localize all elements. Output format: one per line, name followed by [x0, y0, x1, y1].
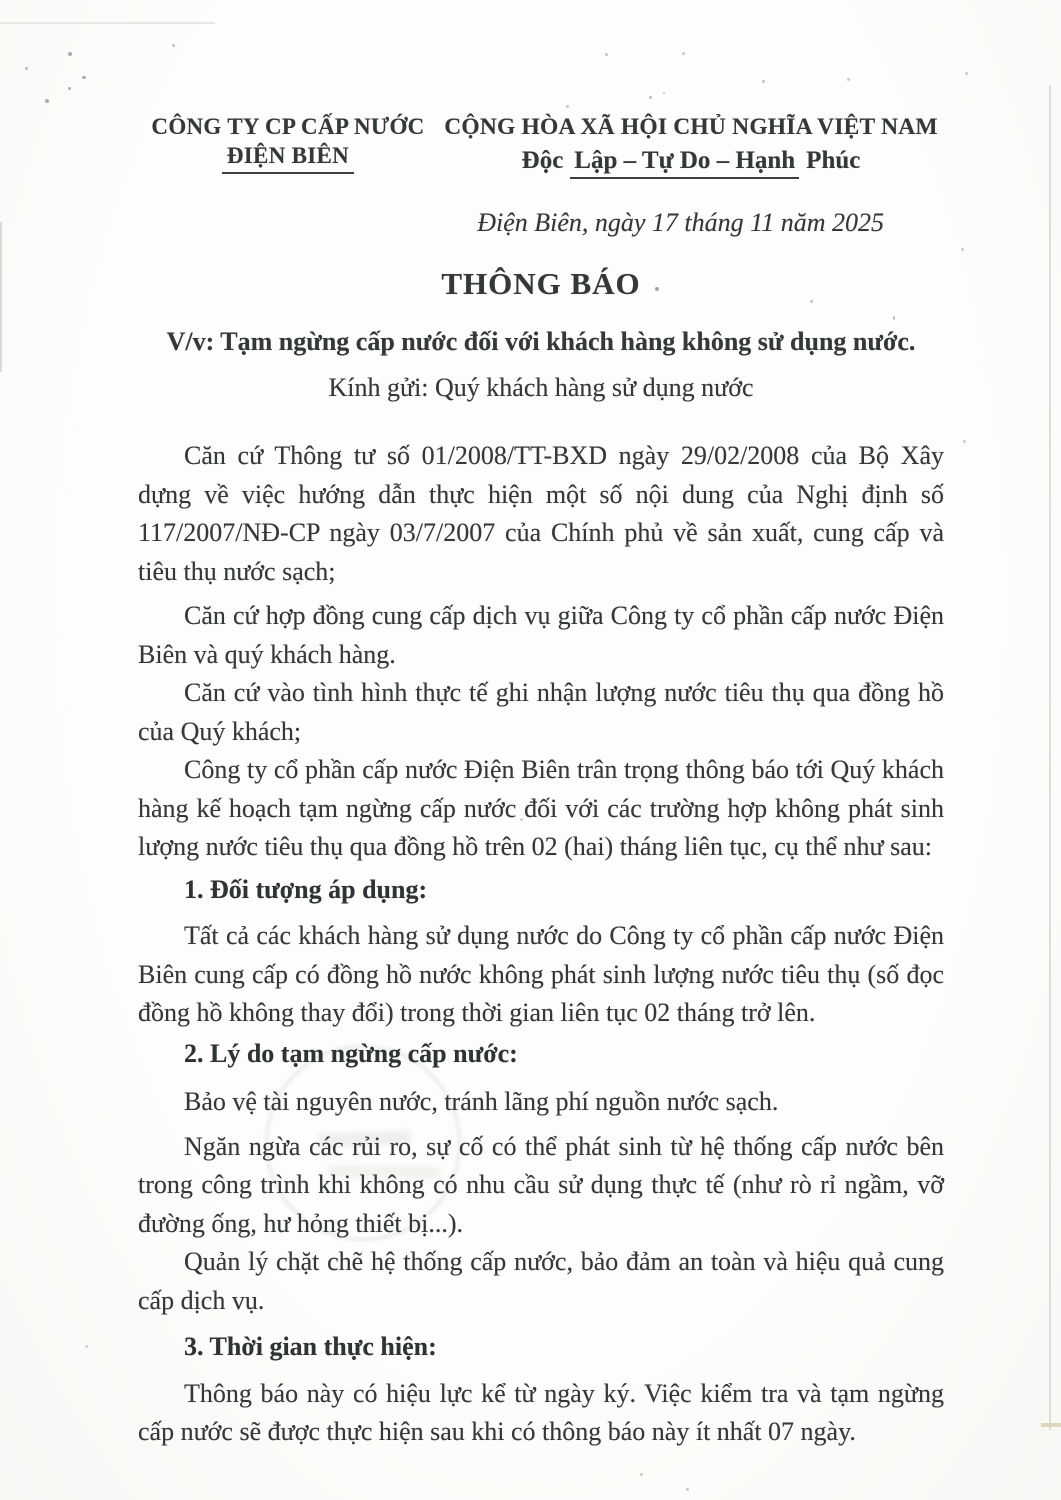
company-name: CÔNG TY CP CẤP NƯỚC	[151, 114, 425, 139]
scan-speck	[961, 248, 964, 251]
body-paragraph: Bảo vệ tài nguyên nước, tránh lãng phí nguồn nước sạch.	[184, 1087, 779, 1116]
scan-speck	[649, 96, 652, 99]
issuing-company-block	[138, 112, 438, 174]
body-paragraph: Căn cứ vào tình hình thực tế ghi nhận lượng nước tiêu thụ qua đồng hồ của Quý khách;	[138, 678, 944, 746]
scan-speck	[68, 87, 71, 90]
section-heading: 2. Lý do tạm ngừng cấp nước:	[184, 1038, 518, 1068]
body-paragraph: Căn cứ Thông tư số 01/2008/TT-BXD ngày 29/02/2008 của Bộ Xây dựng về việc hướng dẫn thực hiện một số nội dung của Nghị định số 117/2007/NĐ-CP ngày 03/7/2007 của Chính phủ về sản xuất, cung cấp và tiêu thụ nước sạch;	[138, 441, 944, 586]
place-date-line: Điện Biên, ngày 17 tháng 11 năm 2025	[477, 208, 884, 237]
scan-speck	[172, 44, 175, 47]
body-paragraph: Tất cả các khách hàng sử dụng nước do Công ty cổ phần cấp nước Điện Biên cung cấp có đồng hồ nước không phát sinh lượng nước tiêu thụ (số đọc đồng hồ không thay đổi) trong thời gian liên tục 02 tháng trở lên.	[138, 921, 944, 1027]
body-paragraph: Ngăn ngừa các rủi ro, sự cố có thể phát sinh từ hệ thống cấp nước bên trong công trình khi không có nhu cầu sử dụng thực tế (như rò rỉ ngầm, vỡ đường ống, hư hỏng thiết bị...).	[138, 1131, 944, 1238]
body-paragraph: Quản lý chặt chẽ hệ thống cấp nước, bảo đảm an toàn và hiệu quả cung cấp dịch vụ.	[138, 1247, 944, 1315]
scan-edge-line-right	[1049, 85, 1051, 1430]
scan-speck	[85, 1345, 88, 1348]
scan-speck	[682, 52, 685, 55]
scan-speck	[640, 1473, 643, 1476]
scan-speck	[963, 440, 966, 443]
document-subject: V/v: Tạm ngừng cấp nước đối với khách hàng không sử dụng nước.	[166, 327, 916, 356]
section-heading: 3. Thời gian thực hiện:	[184, 1332, 437, 1361]
scan-speck	[68, 52, 72, 56]
scan-speck	[605, 53, 608, 56]
body-paragraph: Công ty cổ phần cấp nước Điện Biên trân trọng thông báo tới Quý khách hàng kế hoạch tạm ngừng cấp nước đối với các trường hợp không phát sinh lượng nước tiêu thụ qua đồng hồ trên 02 (hai) tháng liên tục, cụ thể như sau:	[138, 755, 944, 861]
scan-speck	[45, 99, 49, 103]
body-paragraph: Thông báo này có hiệu lực kể từ ngày ký. Việc kiểm tra và tạm ngừng cấp nước sẽ được thực hiện sau khi có thông báo này ít nhất 07 ngày.	[138, 1378, 944, 1446]
document-salutation: Kính gửi: Quý khách hàng sử dụng nước	[328, 373, 754, 402]
scan-edge-tick	[1041, 1423, 1061, 1427]
document-content	[138, 112, 944, 1452]
national-motto	[438, 145, 944, 177]
document-title: THÔNG BÁO	[441, 266, 641, 301]
scan-edge-line-top	[0, 22, 215, 24]
scan-speck	[663, 92, 665, 94]
scan-edge-line-left	[0, 222, 2, 372]
motto-underlined: Lập – Tự Do – Hạnh	[570, 147, 799, 179]
body-paragraph: Căn cứ hợp đồng cung cấp dịch vụ giữa Công ty cổ phần cấp nước Điện Biên và quý khách hàng.	[138, 601, 944, 669]
scan-speck	[762, 80, 765, 83]
national-header-block	[438, 112, 944, 177]
letterhead	[138, 112, 944, 177]
motto-pre: Độc	[521, 147, 564, 174]
motto-post: Phúc	[806, 147, 861, 174]
national-title: CỘNG HÒA XÃ HỘI CHỦ NGHĨA VIỆT NAM	[444, 114, 938, 140]
scan-speck	[566, 105, 569, 108]
scan-speck	[82, 76, 86, 79]
company-branch-text: ĐIỆN BIÊN	[222, 141, 354, 174]
scan-speck	[847, 78, 850, 81]
company-branch	[138, 141, 438, 174]
scan-speck	[965, 72, 968, 75]
section-heading: 1. Đối tượng áp dụng:	[184, 874, 428, 904]
scan-speck	[25, 67, 28, 70]
scan-speck	[686, 1488, 689, 1491]
